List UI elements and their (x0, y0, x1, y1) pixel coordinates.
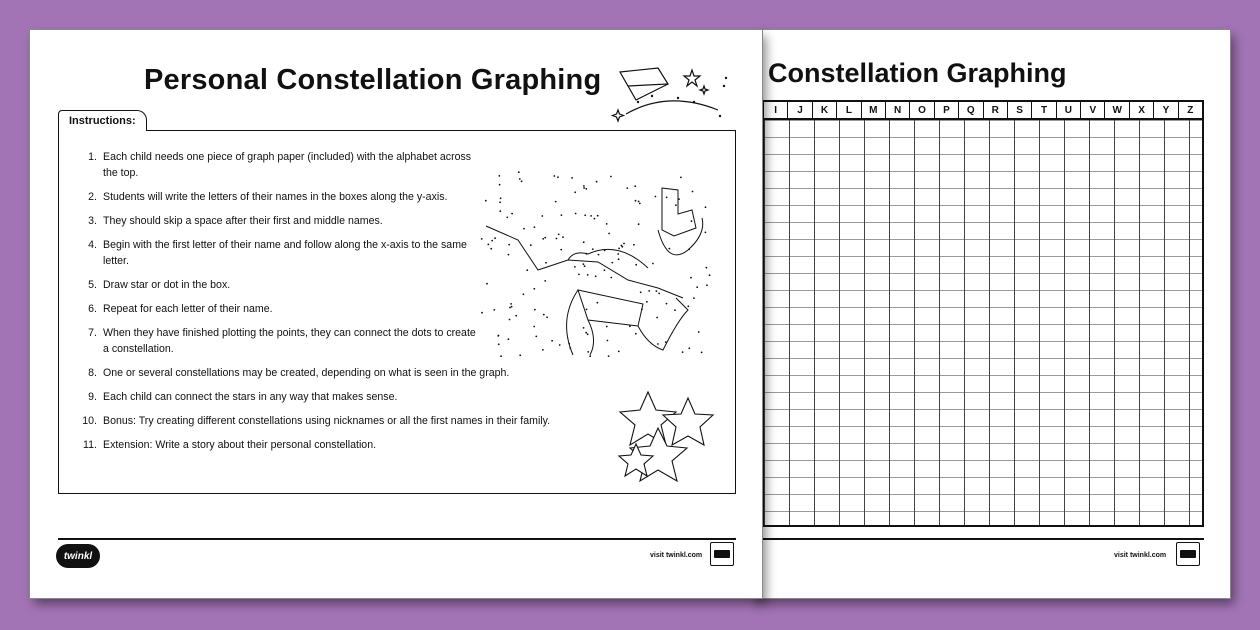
graph-grid (762, 120, 1204, 527)
instruction-item (71, 365, 643, 381)
alphabet-letter-cell: J (788, 102, 812, 118)
instruction-number: 4. (88, 239, 97, 251)
alphabet-letter-cell: O (910, 102, 934, 118)
instruction-text: Extension: Write a story about their personal constellation. (103, 439, 377, 451)
instruction-text: Bonus: Try creating different constellations using nicknames or all the first names in their family. (103, 415, 551, 427)
alphabet-letter-cell: T (1032, 102, 1056, 118)
quality-badge-icon (710, 542, 734, 566)
visit-link-text: visit twinkl.com (650, 552, 703, 559)
alphabet-letter-cell: Y (1154, 102, 1178, 118)
alphabet-letter-cell: Q (959, 102, 983, 118)
instruction-number: 9. (88, 391, 97, 403)
instruction-number: 1. (88, 151, 97, 163)
instruction-number: 7. (88, 327, 97, 339)
graph-sheet-title: Constellation Graphing (768, 58, 1067, 88)
visit-link-text: visit twinkl.com (1114, 552, 1167, 559)
footer-divider (762, 538, 1204, 540)
instruction-item (71, 413, 643, 429)
instruction-number: 2. (88, 191, 97, 203)
instruction-text: One or several constellations may be created, depending on what is seen in the graph. (103, 367, 510, 379)
alphabet-letter-cell: K (813, 102, 837, 118)
page-title: Personal Constellation Graphing (144, 64, 602, 96)
twinkl-logo: twinkl (56, 544, 100, 568)
instruction-number: 6. (88, 303, 97, 315)
alphabet-letter-cell: M (862, 102, 886, 118)
instructions-sheet (30, 30, 762, 598)
instruction-number: 10. (82, 415, 97, 427)
instruction-text: Draw star or dot in the box. (103, 279, 231, 291)
footer-divider (58, 538, 736, 540)
alphabet-letter-cell: I (764, 102, 788, 118)
dog-constellation-illustration (478, 170, 718, 360)
instruction-text: They should skip a space after their first and middle names. (103, 215, 383, 227)
instruction-number: 11. (83, 439, 97, 451)
instructions-label: Instructions: (58, 110, 147, 131)
alphabet-letter-cell: R (984, 102, 1008, 118)
instruction-text: Repeat for each letter of their name. (103, 303, 273, 315)
quality-badge-icon (1176, 542, 1200, 566)
instruction-text: Students will write the letters of their names in the boxes along the y-axis. (103, 191, 448, 203)
alphabet-header-row (762, 100, 1204, 120)
instruction-item (71, 437, 643, 453)
alphabet-letter-cell: P (935, 102, 959, 118)
alphabet-letter-cell: S (1008, 102, 1032, 118)
alphabet-letter-cell: Z (1187, 104, 1194, 116)
alphabet-letter-cell: L (837, 102, 861, 118)
instruction-text: Each child can connect the stars in any way that makes sense. (103, 391, 398, 403)
instruction-number: 3. (88, 215, 97, 227)
star-cluster-illustration (618, 388, 728, 484)
constellation-doodle-icon (608, 60, 738, 126)
alphabet-letter-cell: W (1105, 102, 1129, 118)
instruction-number: 5. (88, 279, 97, 291)
instruction-text: Each child needs one piece of graph paper (included) with the alphabet across the top. (103, 151, 472, 179)
alphabet-letter-cell: X (1130, 102, 1154, 118)
instruction-item (71, 389, 643, 405)
instruction-number: 8. (88, 367, 97, 379)
alphabet-letter-cell: V (1081, 102, 1105, 118)
alphabet-letter-cell: N (886, 102, 910, 118)
graph-paper-sheet (752, 30, 1230, 598)
alphabet-letter-cell: U (1057, 102, 1081, 118)
instruction-text: When they have finished plotting the points, they can connect the dots to create a constellation. (103, 327, 476, 355)
instruction-text: Begin with the first letter of their name and follow along the x-axis to the same letter. (103, 239, 467, 267)
